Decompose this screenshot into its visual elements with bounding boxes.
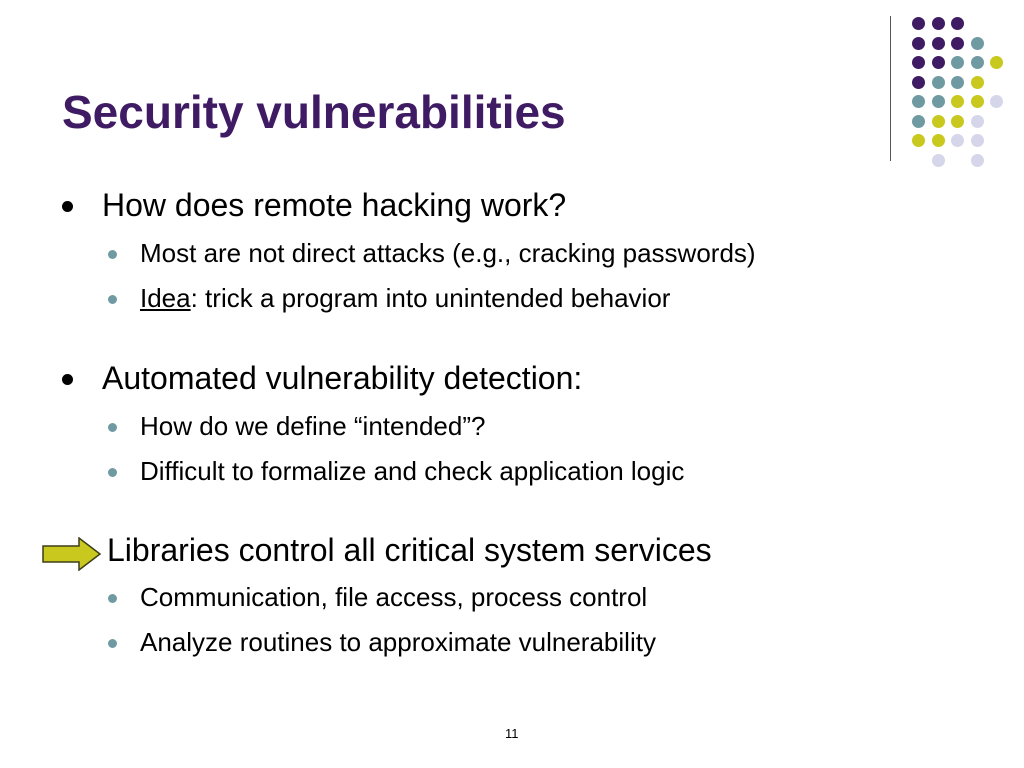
bullet-text: Difficult to formalize and check application logic [140,456,685,486]
decorative-dot [912,134,925,147]
decorative-dot [932,134,945,147]
decorative-dot [912,17,925,30]
decorative-dot [951,134,964,147]
decorative-dot [990,95,1003,108]
bullet-level2 [140,456,684,487]
bullet-level2 [140,238,756,269]
bullet-text: Analyze routines to approximate vulnerability [140,627,656,657]
decorative-dot [932,17,945,30]
bullet-dot-icon [108,250,117,259]
decorative-dot [932,76,945,89]
decorative-dot [971,134,984,147]
bullet-level1 [102,186,566,224]
decorative-dot [951,95,964,108]
bullet-text: Most are not direct attacks (e.g., cracking passwords) [140,238,756,268]
bullet-level2 [140,627,656,658]
decorative-dot [951,56,964,69]
bullet-dot-icon [108,423,117,432]
right-arrow-icon [42,537,102,571]
bullet-level2 [140,411,485,442]
bullet-level2 [140,582,647,613]
decorative-dot [971,37,984,50]
slide-title: Security vulnerabilities [62,86,566,138]
decorative-dot [951,37,964,50]
bullet-text: Communication, file access, process control [140,582,648,612]
bullet-text: Automated vulnerability detection: [102,360,583,396]
decorative-dot [912,115,925,128]
decorative-dot [932,56,945,69]
decorative-dot [932,95,945,108]
decorative-dot [912,76,925,89]
highlighted-bullet [107,531,712,569]
bullet-dot-icon [62,201,73,212]
bullet-dot-icon [108,468,117,477]
bullet-dot-icon [62,374,73,385]
decorative-dot [951,76,964,89]
decorative-dot [912,95,925,108]
decorative-dot [932,37,945,50]
bullet-level2 [140,283,670,314]
decorative-dot [932,154,945,167]
bullet-text: How does remote hacking work? [102,187,567,223]
page-number: 11 [505,726,519,741]
bullet-text: How do we define “intended”? [140,411,486,441]
bullet-dot-icon [108,639,117,648]
bullet-level1 [102,359,582,397]
decorative-dot [971,76,984,89]
bullet-dot-icon [108,594,117,603]
decorative-dot [990,56,1003,69]
decorative-dot [932,115,945,128]
decorative-dot [971,154,984,167]
decorative-dot [971,56,984,69]
decorative-dot [951,17,964,30]
bullet-text: Libraries control all critical system services [107,532,712,568]
decorative-dot [971,115,984,128]
decorative-dot [912,56,925,69]
decorative-dot [971,95,984,108]
bullet-dot-icon [108,295,117,304]
bullet-text: : trick a program into unintended behavior [190,283,671,313]
underlined-term: Idea [140,283,191,313]
decorative-divider-line [890,16,891,161]
decorative-dot [912,37,925,50]
decorative-dot [951,115,964,128]
